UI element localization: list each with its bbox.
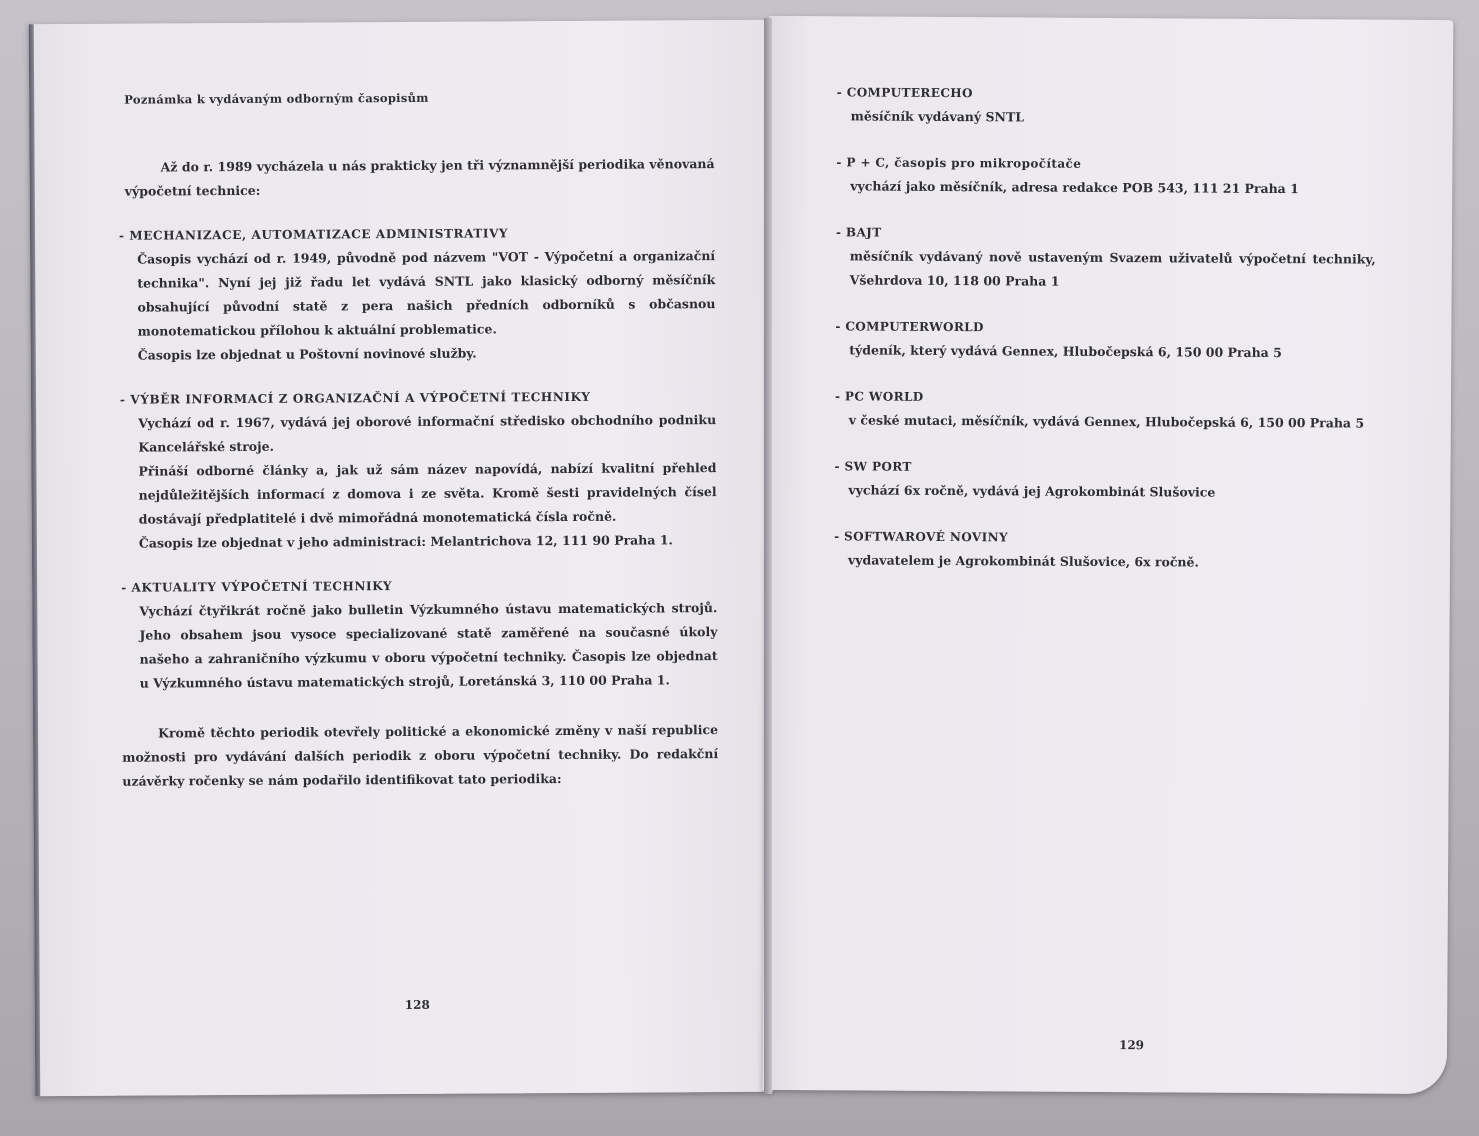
page-number-right: 129: [1118, 1038, 1145, 1053]
periodical-details: měsíčník vydávaný nově ustaveným Svazem uživatelů výpočetní techniky, Všehrdova 10, 118 00 Praha 1: [849, 248, 1376, 289]
periodical-details: měsíčník vydávaný SNTL: [850, 108, 1025, 125]
right-page: [763, 16, 1454, 1094]
section-paragraph: Časopis vychází od r. 1949, původně pod názvem "VOT - Výpočetní a organizační technika". Nyní jej již řadu let vydává SNTL jako klasický odborný měsíčník obsahující původní statě z pera našich předních odborníků s občasnou monotematickou přílohou k aktuální problematice.: [137, 248, 716, 339]
periodical-entry: [835, 314, 1375, 365]
section-body: [138, 408, 717, 556]
periodical-title: - COMPUTERWORLD: [835, 319, 984, 335]
periodical-title: - SOFTWAROVÉ NOVINY: [834, 529, 1009, 545]
periodical-title: - COMPUTERECHO: [836, 85, 973, 101]
intro-paragraph: Až do r. 1989 vycházela u nás prakticky jen tři významnější periodika věnovaná výpočetní technice:: [124, 156, 715, 199]
section-vyber-informaci: [119, 384, 717, 556]
periodical-title: - PC WORLD: [834, 389, 924, 404]
section-body: [137, 244, 716, 368]
closing-paragraph: Kromě těchto periodik otevřely politické a ekonomické změny v naší republice možnosti pro vydávání dalších periodik z oboru výpočetní techniky. Do redakční uzávěrky ročenky se nám podařilo identifikovat tato periodika:: [122, 722, 719, 789]
periodical-details: týdeník, který vydává Gennex, Hlubočepská 6, 150 00 Praha 5: [849, 342, 1282, 361]
book-spine: [764, 18, 772, 1094]
section-aktuality: [121, 572, 718, 696]
periodical-title: - BAJT: [835, 225, 882, 240]
page-heading: Poznámka k vydávaným odborným časopisům: [124, 90, 429, 107]
periodical-entry: [837, 80, 1377, 131]
section-body: [139, 596, 718, 696]
periodical-entry: [834, 454, 1374, 505]
section-paragraph: Přináší odborné články a, jak už sám název napovídá, nabízí kvalitní přehled nejdůležitějších informací z domova i ze světa. Kromě šesti pravidelných čísel dostávají předplatitelé i dvě mimořádná monotematická čísla ročně.: [138, 460, 717, 527]
right-page-content: [834, 80, 1377, 597]
periodical-title: - P + C, časopis pro mikropočítače: [836, 155, 1082, 171]
periodical-entry: [836, 220, 1376, 295]
periodical-entry: [836, 150, 1376, 201]
periodical-entry: [834, 524, 1374, 575]
section-paragraph: Vychází čtyřikrát ročně jako bulletin Výzkumného ústavu matematických strojů. Jeho obsahem jsou vysoce specializované statě zaměřené na současné úkoly našeho a zahraničního výzkumu v oboru výpočetní techniky. Časopis lze objednat u Výzkumného ústavu matematických strojů, Loretánská 3, 110 00 Praha 1.: [139, 600, 718, 691]
left-page-content: [118, 84, 719, 794]
section-title: - VÝBĚR INFORMACÍ Z ORGANIZAČNÍ A VÝPOČETNÍ TECHNIKY: [119, 389, 591, 407]
section-title: - AKTUALITY VÝPOČETNÍ TECHNIKY: [121, 579, 393, 595]
page-number-left: 128: [404, 997, 430, 1012]
periodical-title: - SW PORT: [834, 459, 912, 474]
periodical-details: vychází jako měsíčník, adresa redakce POB 543, 111 21 Praha 1: [850, 178, 1299, 197]
section-paragraph: Časopis lze objednat v jeho administraci: Melantrichova 12, 111 90 Praha 1.: [138, 532, 673, 551]
periodical-entry: [835, 384, 1375, 435]
periodical-details: v české mutaci, měsíčník, vydává Gennex, Hlubočepská 6, 150 00 Praha 5: [848, 412, 1365, 431]
section-paragraph: Vychází od r. 1967, vydává jej oborové informační středisko obchodního podniku Kancelářské stroje.: [138, 412, 717, 455]
left-page: [29, 20, 774, 1096]
section-paragraph: Časopis lze objednat u Poštovní novinové služby.: [137, 345, 477, 363]
periodical-details: vydavatelem je Agrokombinát Slušovice, 6x ročně.: [847, 552, 1199, 570]
section-title: - MECHANIZACE, AUTOMATIZACE ADMINISTRATIVY: [118, 226, 509, 243]
periodical-details: vychází 6x ročně, vydává jej Agrokombinát Slušovice: [848, 482, 1216, 500]
section-mechanizace: [118, 220, 716, 368]
